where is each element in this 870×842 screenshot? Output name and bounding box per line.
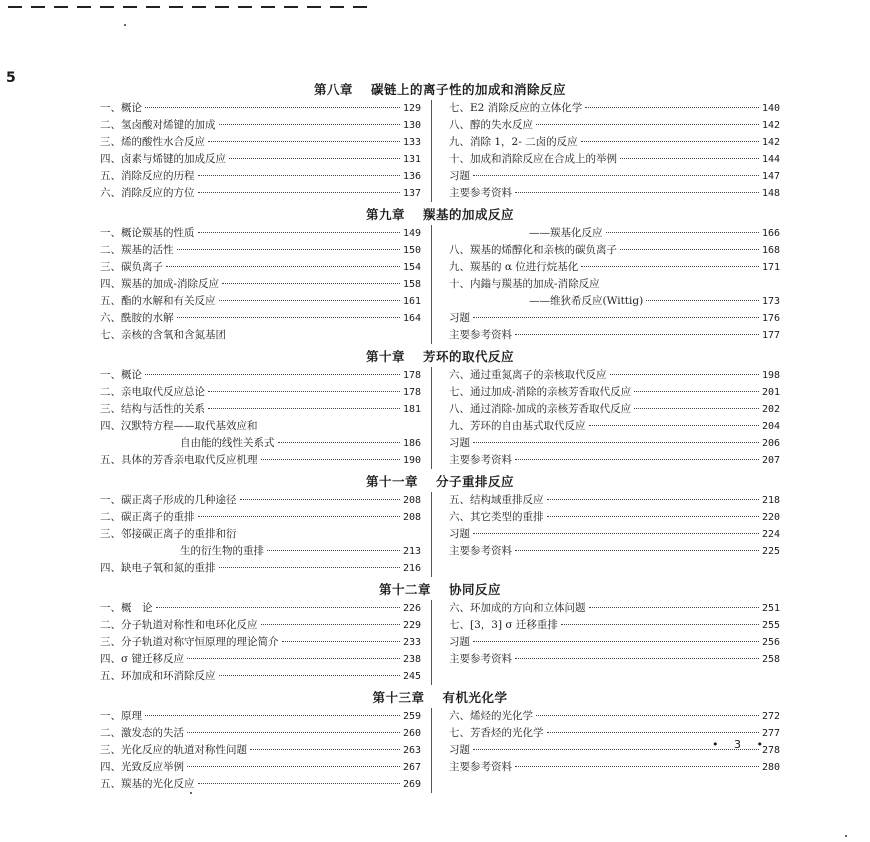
entry-page: 137 — [402, 188, 422, 199]
entry-page: 171 — [761, 262, 780, 273]
speck — [124, 24, 126, 26]
leader-dots — [278, 442, 400, 443]
leader-dots — [208, 391, 400, 392]
toc-entry — [100, 100, 421, 117]
entry-title: 习题 — [449, 170, 471, 182]
toc-column-left — [100, 708, 429, 793]
entry-title: 一、概论羰基的性质 — [100, 227, 195, 239]
toc-column-left — [100, 492, 429, 577]
toc-entry — [100, 708, 421, 725]
leader-dots — [250, 749, 400, 750]
entry-title: 主要参考资料 — [449, 187, 513, 199]
entry-title: 三、结构与活性的关系 — [100, 403, 205, 415]
leader-dots — [620, 158, 759, 159]
toc-column-right — [429, 367, 780, 469]
entry-page: 224 — [761, 529, 780, 540]
toc-entry — [100, 617, 421, 634]
entry-title: 主要参考资料 — [449, 545, 513, 557]
entry-title: 五、环加成和环消除反应 — [100, 670, 216, 682]
chapter — [100, 580, 780, 688]
toc-entry — [100, 384, 421, 401]
toc-entry — [449, 708, 780, 725]
leader-dots — [145, 715, 400, 716]
toc-entry — [449, 526, 780, 543]
leader-dots — [198, 783, 400, 784]
speck — [845, 835, 847, 837]
entry-page: 226 — [402, 603, 422, 614]
entry-page: 154 — [402, 262, 422, 273]
toc-entry — [449, 151, 780, 168]
entry-title: 三、碳负离子 — [100, 261, 163, 273]
toc-entry — [449, 276, 780, 293]
toc-entry — [100, 492, 421, 509]
toc-entry — [449, 259, 780, 276]
chapter-title — [100, 80, 780, 100]
toc-entry — [100, 401, 421, 418]
entry-title: 一、概论 — [100, 102, 142, 114]
entry-page: 280 — [761, 762, 780, 773]
entry-page: 238 — [402, 654, 422, 665]
entry-page: 173 — [761, 296, 780, 307]
leader-dots — [229, 158, 400, 159]
leader-dots — [606, 232, 759, 233]
leader-dots — [515, 550, 759, 551]
leader-dots — [561, 624, 759, 625]
chapter-number: 第十三章 — [372, 690, 425, 705]
toc-entry — [100, 293, 421, 310]
entry-page: 233 — [402, 637, 422, 648]
leader-dots — [473, 533, 759, 534]
leader-dots — [177, 317, 400, 318]
entry-page: 131 — [402, 154, 422, 165]
entry-page: 259 — [402, 711, 422, 722]
entry-page: 256 — [761, 637, 780, 648]
entry-page: 177 — [761, 330, 780, 341]
toc-entry — [449, 134, 780, 151]
entry-page: 140 — [761, 103, 780, 114]
toc-entry — [100, 543, 421, 560]
toc-entry — [449, 452, 780, 469]
chapter-title — [100, 205, 780, 225]
entry-page: 245 — [402, 671, 422, 682]
chapter-name: 分子重排反应 — [436, 474, 515, 489]
entry-title: 五、羰基的光化反应 — [100, 778, 195, 790]
toc-entry — [100, 600, 421, 617]
leader-dots — [515, 766, 759, 767]
entry-page: 218 — [761, 495, 780, 506]
toc-entry — [449, 435, 780, 452]
entry-page: 272 — [761, 711, 780, 722]
entry-page: 158 — [402, 279, 422, 290]
entry-title: 二、亲电取代反应总论 — [100, 386, 205, 398]
leader-dots — [536, 124, 759, 125]
chapter-title — [100, 580, 780, 600]
entry-title: 五、结构域重排反应 — [449, 494, 544, 506]
entry-title: 二、羰基的活性 — [100, 244, 174, 256]
entry-page: 168 — [761, 245, 780, 256]
leader-dots — [187, 658, 400, 659]
leader-dots — [261, 624, 400, 625]
leader-dots — [536, 715, 759, 716]
entry-title: 自由能的线性关系式 — [180, 437, 275, 449]
leader-dots — [547, 499, 759, 500]
entry-page: 181 — [402, 404, 422, 415]
toc-entry — [449, 117, 780, 134]
entry-title: 八、羰基的烯醇化和亲核的碳负离子 — [449, 244, 618, 256]
entry-title: 习题 — [449, 528, 471, 540]
entry-title: 十、加成和消除反应在合成上的举例 — [449, 153, 618, 165]
entry-title: 习题 — [449, 744, 471, 756]
leader-dots — [208, 408, 400, 409]
entry-page: 251 — [761, 603, 780, 614]
toc-entry — [449, 543, 780, 560]
chapter-name: 协同反应 — [449, 582, 502, 597]
entry-title: 一、原理 — [100, 710, 142, 722]
toc-entry — [100, 117, 421, 134]
entry-page: 220 — [761, 512, 780, 523]
toc-entry — [449, 293, 780, 310]
entry-title: 三、分子轨道对称守恒原理的理论简介 — [100, 636, 279, 648]
entry-title: 十、内鎓与羰基的加成-消除反应 — [449, 278, 600, 290]
entry-title: 九、芳环的自由基式取代反应 — [449, 420, 586, 432]
entry-title: 一、概论 — [100, 369, 142, 381]
leader-dots — [219, 300, 400, 301]
entry-page: 129 — [402, 103, 422, 114]
toc-entry — [100, 134, 421, 151]
toc-entry — [100, 526, 421, 543]
toc-column-left — [100, 100, 429, 202]
entry-page: 149 — [402, 228, 422, 239]
chapter-name: 碳链上的离子性的加成和消除反应 — [371, 82, 567, 97]
leader-dots — [515, 192, 759, 193]
entry-page: 176 — [761, 313, 780, 324]
leader-dots — [267, 550, 400, 551]
entry-title: 六、通过重氮离子的亲核取代反应 — [449, 369, 607, 381]
entry-title: 九、消除 1，2- 二卤的反应 — [449, 136, 578, 148]
leader-dots — [473, 317, 759, 318]
toc-entry — [449, 401, 780, 418]
toc-entry — [100, 634, 421, 651]
toc-entry — [100, 651, 421, 668]
toc-entry — [100, 276, 421, 293]
entry-title: 七、亲核的含氧和含氮基团 — [100, 329, 226, 341]
entry-title: 习题 — [449, 312, 471, 324]
entry-page: 161 — [402, 296, 422, 307]
toc-entry — [100, 310, 421, 327]
leader-dots — [219, 675, 400, 676]
leader-dots — [222, 283, 400, 284]
entry-title: 六、酰胺的水解 — [100, 312, 174, 324]
entry-title: 二、碳正离子的重排 — [100, 511, 195, 523]
entry-page: 206 — [761, 438, 780, 449]
entry-title: 主要参考资料 — [449, 454, 513, 466]
entry-title: 八、醇的失水反应 — [449, 119, 534, 131]
chapter-name: 芳环的取代反应 — [423, 349, 515, 364]
chapter-number: 第八章 — [313, 82, 353, 97]
leader-dots — [198, 175, 400, 176]
entry-page: 202 — [761, 404, 780, 415]
chapter — [100, 688, 780, 796]
entry-title: 二、激发态的失活 — [100, 727, 184, 739]
toc-entry — [449, 242, 780, 259]
leader-dots — [282, 641, 400, 642]
entry-page: 186 — [402, 438, 422, 449]
leader-dots — [646, 300, 759, 301]
entry-page: 142 — [761, 137, 780, 148]
toc-entry — [449, 509, 780, 526]
entry-title: 四、羰基的加成-消除反应 — [100, 278, 220, 290]
entry-title: 四、缺电子氧和氮的重排 — [100, 562, 216, 574]
chapter-name: 有机光化学 — [442, 690, 508, 705]
entry-page: 144 — [761, 154, 780, 165]
entry-title: 生的衍生物的重排 — [180, 545, 264, 557]
chapter-number: 第九章 — [365, 207, 405, 222]
entry-page: 150 — [402, 245, 422, 256]
toc-entry — [100, 560, 421, 577]
toc-entry — [100, 367, 421, 384]
entry-page: 255 — [761, 620, 780, 631]
entry-title: 六、烯烃的光化学 — [449, 710, 534, 722]
toc-entry — [449, 617, 780, 634]
leader-dots — [198, 232, 400, 233]
entry-page: 133 — [402, 137, 422, 148]
entry-page: 148 — [761, 188, 780, 199]
side-mark: 5 — [6, 70, 16, 86]
leader-dots — [473, 442, 759, 443]
page-number: • 3 • — [712, 738, 769, 751]
leader-dots — [589, 607, 759, 608]
leader-dots — [187, 766, 400, 767]
entry-page: 178 — [402, 370, 422, 381]
entry-title: 三、烯的酸性水合反应 — [100, 136, 205, 148]
entry-page: 277 — [761, 728, 780, 739]
entry-page: 136 — [402, 171, 422, 182]
toc-entry — [100, 185, 421, 202]
entry-page: 207 — [761, 455, 780, 466]
leader-dots — [156, 607, 400, 608]
leader-dots — [219, 124, 400, 125]
leader-dots — [634, 391, 759, 392]
toc-column-left — [100, 367, 429, 469]
toc-entry — [449, 384, 780, 401]
entry-title: 七、[3，3] σ 迁移重排 — [449, 619, 558, 631]
toc-entry — [449, 310, 780, 327]
leader-dots — [261, 459, 400, 460]
toc-entry — [449, 100, 780, 117]
entry-title: 九、羰基的 α 位进行烷基化 — [449, 261, 579, 273]
entry-title: 主要参考资料 — [449, 653, 513, 665]
toc-entry — [100, 418, 421, 435]
toc-column-left — [100, 225, 429, 344]
entry-page: 166 — [761, 228, 780, 239]
chapter-title — [100, 472, 780, 492]
entry-page: 190 — [402, 455, 422, 466]
entry-title: 七、通过加成-消除的亲核芳香取代反应 — [449, 386, 632, 398]
toc-entry — [449, 185, 780, 202]
leader-dots — [198, 516, 400, 517]
leader-dots — [585, 107, 759, 108]
leader-dots — [145, 374, 400, 375]
leader-dots — [581, 266, 759, 267]
leader-dots — [473, 175, 759, 176]
leader-dots — [473, 641, 759, 642]
entry-page: 267 — [402, 762, 422, 773]
entry-title: 习题 — [449, 636, 471, 648]
entry-title: 二、分子轨道对称性和电环化反应 — [100, 619, 258, 631]
leader-dots — [547, 516, 759, 517]
entry-page: 225 — [761, 546, 780, 557]
toc-entry — [100, 225, 421, 242]
leader-dots — [581, 141, 759, 142]
leader-dots — [145, 107, 400, 108]
toc-column-right — [429, 100, 780, 202]
entry-page: 204 — [761, 421, 780, 432]
chapter — [100, 347, 780, 472]
entry-page: 269 — [402, 779, 422, 790]
entry-title: 三、光化反应的轨道对称性问题 — [100, 744, 247, 756]
toc-column-right — [429, 492, 780, 577]
toc-entry — [449, 759, 780, 776]
entry-page: 213 — [402, 546, 422, 557]
toc-entry — [100, 242, 421, 259]
toc-entry — [100, 509, 421, 526]
leader-dots — [177, 249, 400, 250]
toc-entry — [100, 776, 421, 793]
toc-entry — [100, 327, 421, 344]
entry-title: 主要参考资料 — [449, 761, 513, 773]
entry-title: 五、酯的水解和有关反应 — [100, 295, 216, 307]
entry-title: 六、环加成的方向和立体问题 — [449, 602, 586, 614]
chapter-name: 羰基的加成反应 — [423, 207, 515, 222]
leader-dots — [208, 141, 400, 142]
chapter-number: 第十二章 — [378, 582, 431, 597]
toc-entry — [449, 418, 780, 435]
entry-page: 263 — [402, 745, 422, 756]
entry-page: 147 — [761, 171, 780, 182]
entry-title: ——羰基化反应 — [529, 227, 603, 239]
entry-title: 主要参考资料 — [449, 329, 513, 341]
toc-entry — [449, 168, 780, 185]
entry-title: 四、σ 键迁移反应 — [100, 653, 185, 665]
entry-title: 五、具体的芳香亲电取代反应机理 — [100, 454, 258, 466]
leader-dots — [187, 732, 400, 733]
entry-page: 208 — [402, 495, 422, 506]
toc-entry — [449, 367, 780, 384]
toc-entry — [100, 151, 421, 168]
leader-dots — [620, 249, 759, 250]
toc-entry — [100, 742, 421, 759]
chapter-number: 第十章 — [365, 349, 405, 364]
entry-page: 178 — [402, 387, 422, 398]
toc-entry — [100, 759, 421, 776]
entry-page: 278 — [761, 745, 780, 756]
entry-page: 258 — [761, 654, 780, 665]
leader-dots — [589, 425, 759, 426]
leader-dots — [166, 266, 400, 267]
toc-entry — [449, 492, 780, 509]
toc-entry — [449, 225, 780, 242]
toc-column-left — [100, 600, 429, 685]
leader-dots — [198, 192, 400, 193]
toc-entry — [100, 168, 421, 185]
entry-title: 习题 — [449, 437, 471, 449]
leader-dots — [515, 334, 759, 335]
entry-page: 164 — [402, 313, 422, 324]
toc-entry — [100, 668, 421, 685]
leader-dots — [610, 374, 759, 375]
entry-page: 208 — [402, 512, 422, 523]
leader-dots — [240, 499, 400, 500]
chapter — [100, 472, 780, 580]
entry-title: 四、汉默特方程——取代基效应和 — [100, 420, 258, 432]
entry-title: 一、碳正离子形成的几种途径 — [100, 494, 237, 506]
toc-column-right — [429, 225, 780, 344]
entry-title: 七、E2 消除反应的立体化学 — [449, 102, 583, 114]
entry-page: 201 — [761, 387, 780, 398]
entry-page: 229 — [402, 620, 422, 631]
entry-page: 130 — [402, 120, 422, 131]
entry-title: 一、概 论 — [100, 602, 153, 614]
entry-title: 四、光致反应举例 — [100, 761, 184, 773]
entry-page: 260 — [402, 728, 422, 739]
toc-entry — [100, 435, 421, 452]
leader-dots — [515, 658, 759, 659]
leader-dots — [515, 459, 759, 460]
entry-title: 六、其它类型的重排 — [449, 511, 544, 523]
chapter — [100, 205, 780, 347]
entry-title: 五、消除反应的历程 — [100, 170, 195, 182]
toc-entry — [100, 259, 421, 276]
toc-column-right — [429, 600, 780, 685]
leader-dots — [634, 408, 759, 409]
leader-dots — [219, 567, 400, 568]
entry-title: 二、氢卤酸对烯键的加成 — [100, 119, 216, 131]
entry-page: 142 — [761, 120, 780, 131]
toc-entry — [449, 327, 780, 344]
entry-title: 三、邻接碳正离子的重排和衍 — [100, 528, 237, 540]
toc-entry — [449, 651, 780, 668]
entry-page: 216 — [402, 563, 422, 574]
chapter-title — [100, 347, 780, 367]
entry-title: 七、芳香烃的光化学 — [449, 727, 544, 739]
leader-dots — [547, 732, 759, 733]
entry-title: 四、卤素与烯键的加成反应 — [100, 153, 226, 165]
toc-entry — [100, 452, 421, 469]
chapter-number: 第十一章 — [365, 474, 418, 489]
toc-entry — [100, 725, 421, 742]
entry-title: ——维狄希反应(Wittig) — [529, 295, 644, 307]
entry-page: 198 — [761, 370, 780, 381]
chapter-title — [100, 688, 780, 708]
entry-title: 八、通过消除-加成的亲核芳香取代反应 — [449, 403, 632, 415]
toc-entry — [449, 634, 780, 651]
top-dashes — [8, 6, 388, 10]
toc-entry — [449, 600, 780, 617]
entry-title: 六、消除反应的方位 — [100, 187, 195, 199]
chapter — [100, 80, 780, 205]
table-of-contents — [100, 80, 780, 796]
